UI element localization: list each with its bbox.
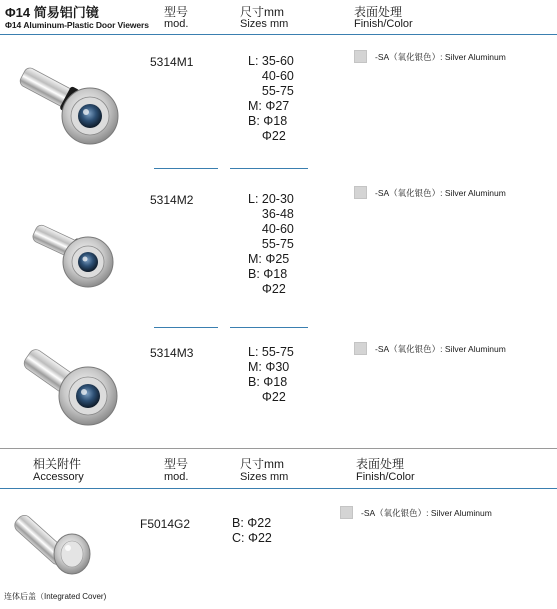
finish-header-cn: 表面处理 [354,5,403,19]
finish-label: -SA（氧化银色）: Silver Aluminum [375,343,506,354]
finish-label: -SA（氧化银色）: Silver Aluminum [361,507,492,518]
divider [230,168,308,169]
section-title-en: Φ14 Aluminum-Plastic Door Viewers [5,20,149,30]
model-header-cn: 型号 [164,5,189,19]
finish-swatch [354,186,367,199]
size-header-en: Sizes mm [240,18,289,30]
size-line: B: Φ18 [248,114,288,128]
finish-header-en: Finish/Color [356,471,415,483]
size-line: L: 55-75 [248,345,294,359]
model-header-en: mod. [164,471,189,483]
model-number: 5314M1 [150,55,194,69]
accessory-title-cn: 相关附件 [33,457,82,471]
size-line: M: Φ30 [248,360,290,374]
size-line: B: Φ18 [248,267,288,281]
size-line: M: Φ27 [248,99,290,113]
model-header-en: mod. [164,18,189,30]
finish-swatch [340,506,353,519]
finish-swatch [354,50,367,63]
model-header-cn: 型号 [164,457,189,471]
size-line: Φ22 [248,390,286,404]
size-line: L: 20-30 [248,192,294,206]
accessory-title-en: Accessory [33,471,84,483]
finish-option [354,342,506,355]
model-number: F5014G2 [140,517,191,531]
size-line: M: Φ25 [248,252,290,266]
size-line: B: Φ18 [248,375,288,389]
accessory-top-divider [0,448,557,449]
finish-header-en: Finish/Color [354,18,413,30]
finish-label: -SA（氧化银色）: Silver Aluminum [375,51,506,62]
size-line: Φ22 [248,282,286,296]
divider [154,327,218,328]
accessory-caption: 连体后盖（Integrated Cover) [4,592,107,601]
size-line: Φ22 [248,129,286,143]
header-divider [0,34,557,35]
finish-option [354,50,506,63]
finish-option [354,186,506,199]
divider [154,168,218,169]
product-image-5314M2 [20,206,124,296]
size-line: B: Φ22 [232,516,272,530]
product-image-5314M3 [12,340,126,432]
product-image-5314M1 [8,52,124,148]
size-line: 55-75 [248,84,294,98]
size-line: 40-60 [248,69,294,83]
size-header-cn: 尺寸mm [240,5,284,19]
model-number: 5314M2 [150,193,194,207]
size-header-cn: 尺寸mm [240,457,284,471]
size-list [248,345,294,405]
size-header-en: Sizes mm [240,471,289,483]
size-line: 40-60 [248,222,294,236]
accessory-header-divider [0,488,557,489]
section-title-cn: Φ14 简易铝门镜 [5,5,99,20]
finish-swatch [354,342,367,355]
finish-header-cn: 表面处理 [356,457,405,471]
size-list [232,516,272,546]
divider [230,327,308,328]
size-list [248,54,294,144]
size-line: 36-48 [248,207,294,221]
size-list [248,192,294,297]
size-line: 55-75 [248,237,294,251]
model-number: 5314M3 [150,346,194,360]
size-line: L: 35-60 [248,54,294,68]
finish-label: -SA（氧化银色）: Silver Aluminum [375,187,506,198]
finish-option [340,506,492,519]
size-line: C: Φ22 [232,531,272,545]
accessory-image [4,500,104,588]
